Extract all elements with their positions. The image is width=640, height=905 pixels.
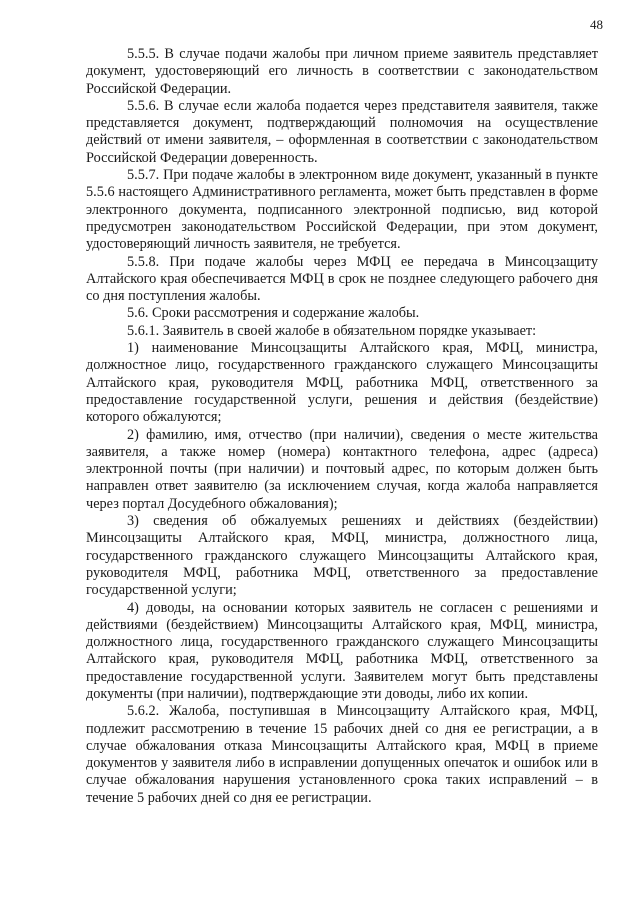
page-number: 48 [590,17,603,32]
list-item-3: 3) сведения об обжалуемых решениях и действиях (бездействии) Минсоцзащиты Алтайского края, МФЦ, министра, должностного лица, государственного гражданского служащего Минсоцзащиты Алтайского края, руководителя МФЦ, работника МФЦ, ответственного за предоставление государственной услуги; [86,513,598,599]
section-heading-5-6: 5.6. Сроки рассмотрения и содержание жалобы. [127,305,420,322]
list-item-4: 4) доводы, на основании которых заявитель не согласен с решениями и действиями (бездействием) Минсоцзащиты Алтайского края, МФЦ, министра, должностного лица, государственного гражданского служащего Минсоцзащиты Алтайского края, руководителя МФЦ, работника МФЦ, ответственного за предоставление государственной услуги. Заявителем могут быть представлены документы (при наличии), подтверждающие эти доводы, либо их копии. [86,599,598,702]
list-item-2: 2) фамилию, имя, отчество (при наличии), сведения о месте жительства заявителя, а также номер (номера) контактного телефона, адрес (адреса) электронной почты (при наличии) и почтовый адрес, по которым должен быть направлен ответ заявителю (за исключением случая, когда жалоба направляется через портал Досудебного обжалования); [86,426,598,512]
paragraph-5-5-6: 5.5.6. В случае если жалоба подается через представителя заявителя, также представляется документ, подтверждающий полномочия на осуществление действий от имени заявителя, – оформленная в соответствии с законодательством Российской Федерации доверенность. [86,97,598,166]
paragraph-5-5-8: 5.5.8. При подаче жалобы через МФЦ ее передача в Минсоцзащиту Алтайского края обеспечивается МФЦ в срок не позднее следующего рабочего дня со дня поступления жалобы. [86,253,598,305]
paragraph-5-6-1: 5.6.1. Заявитель в своей жалобе в обязательном порядке указывает: [127,322,537,339]
paragraph-5-6-2: 5.6.2. Жалоба, поступившая в Минсоцзащиту Алтайского края, МФЦ, подлежит рассмотрению в течение 15 рабочих дней со дня ее регистрации, а в случае обжалования отказа Минсоцзащиты Алтайского края, МФЦ в приеме документов у заявителя либо в исправлении допущенных опечаток и ошибок или в случае обжалования нарушения установленного срока таких исправлений – в течение 5 рабочих дней со дня ее регистрации. [86,703,598,806]
paragraph-5-5-5: 5.5.5. В случае подачи жалобы при личном приеме заявитель представляет документ, удостоверяющий его личность в соответствии с законодательством Российской Федерации. [86,46,598,97]
document-body [86,46,598,807]
paragraph-5-5-7: 5.5.7. При подаче жалобы в электронном виде документ, указанный в пункте 5.5.6 настоящего Административного регламента, может быть представлен в форме электронного документа, подписанного электронной подписью, вид которой предусмотрен законодательством Российской Федерации, при этом документ, удостоверяющий личность заявителя, не требуется. [86,167,598,253]
list-item-1: 1) наименование Минсоцзащиты Алтайского края, МФЦ, министра, должностное лицо, государственного гражданского служащего Минсоцзащиты Алтайского края, руководителя МФЦ, работника МФЦ, ответственного за предоставление государственной услуги, решения и действия (бездействие) которого обжалуются; [86,340,598,426]
